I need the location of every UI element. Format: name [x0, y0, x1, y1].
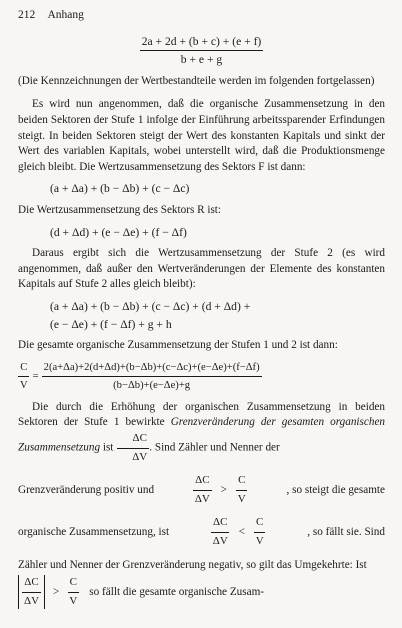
paragraph-2: Die Wertzusammensetzung des Sektors R ist: — [18, 203, 222, 216]
ineq-right-den: V — [255, 535, 264, 548]
fraction-numerator: 2a + 2d + (b + c) + (e + f) — [140, 34, 264, 52]
fraction-top — [140, 34, 264, 68]
abs-num: ΔC — [22, 575, 40, 593]
abs-right-den: V — [69, 594, 78, 607]
note-paragraph: (Die Kennzeichnungen der Wertbestandteile werden im folgenden fortgelassen) — [18, 74, 375, 87]
abs-right-fraction — [67, 575, 79, 609]
ineq-operator: < — [238, 526, 245, 539]
equals-sign: = — [32, 370, 39, 382]
total-denominator: (b−Δb)+(e−Δe)+g — [113, 380, 191, 392]
fraction-c-over-v — [18, 360, 30, 394]
ineq-right-fraction — [236, 473, 248, 507]
line-label: Grenzveränderung positiv und — [18, 483, 155, 496]
total-numerator: 2(a+Δa)+2(d+Δd)+(b−Δb)+(c−Δc)+(e−Δe)+(f−Δf) — [42, 360, 262, 378]
paragraph-1: Es wird nun angenommen, daß die organische Zusammensetzung in den beiden Sektoren der Stufe 1 infolge der Einführung arbeitssparender Erfindungen steigt. In beiden Sektoren steigt der Wert des konstanten Kapitals und sinkt der Wert des variablen Kapitals, wobei unterstellt wird, daß die Produktionsmenge gleich bleibt. Die Wertzusammensetzung des Sektors F ist dann: — [18, 98, 385, 173]
lhs-denominator: V — [20, 380, 28, 392]
inequality-less — [211, 515, 266, 549]
equation-sector-f: (a + Δa) + (b − Δb) + (c − Δc) — [50, 182, 190, 196]
lhs-numerator: C — [18, 360, 29, 378]
fraction-delta-c-delta-v — [116, 431, 149, 465]
para5-text1: Die durch die Erhöhung der organischen Zusammensetzung in beiden Sektoren der Stufe 1 bewirkte — [18, 400, 385, 429]
ineq-left-den: ΔV — [212, 535, 228, 548]
absolute-value — [18, 575, 45, 609]
paragraph-3: Daraus ergibt sich die Wertzusammensetzung der Stufe 2 (es wird angenommen, daß außer den Wertveränderungen der Elemente des konstanten Kapitals auf Stufe 2 alles gleich bleibt): — [18, 247, 385, 291]
section-title: Anhang — [47, 9, 84, 21]
running-header — [18, 8, 385, 24]
inequality-greater — [193, 473, 248, 507]
abs-operator: > — [53, 585, 60, 598]
ineq-operator: > — [220, 483, 227, 496]
page — [18, 8, 385, 609]
abs-right-num: C — [68, 575, 79, 593]
line-absolute — [18, 575, 385, 609]
ineq-left-den: ΔV — [194, 492, 210, 505]
paragraph-6: Zähler und Nenner der Grenzveränderung negativ, so gilt das Umgekehrte: Ist — [18, 558, 367, 571]
ineq-left-num: ΔC — [193, 473, 211, 491]
ineq-right-num: C — [236, 473, 247, 491]
fraction-denominator: b + e + g — [180, 53, 223, 67]
abs-fraction — [22, 575, 41, 609]
line-organic-less — [18, 515, 385, 549]
line-tail: , so fällt sie. Sind — [307, 525, 385, 538]
ineq-left-fraction — [211, 515, 230, 549]
equation-sector-r: (d + Δd) + (e − Δe) + (f − Δf) — [50, 225, 187, 239]
para5-text2: ist — [102, 441, 114, 454]
ineq-right-num: C — [254, 515, 265, 533]
paragraph-5 — [18, 400, 385, 465]
equation-stage2-line2: (e − Δe) + (f − Δf) + g + h — [50, 317, 172, 331]
abs-den: ΔV — [24, 594, 40, 607]
frac-den: ΔV — [132, 450, 148, 463]
paragraph-4: Die gesamte organische Zusammensetzung der Stufen 1 und 2 ist dann: — [18, 339, 338, 352]
ineq-left-fraction — [193, 473, 212, 507]
para5-italic: Grenzveränderung der gesamten organischen Zusammensetzung — [18, 416, 386, 454]
fraction-total — [42, 360, 262, 394]
ineq-right-den: V — [237, 492, 246, 505]
para5-text3: . Sind Zähler und Nenner der — [149, 441, 280, 454]
ineq-left-num: ΔC — [211, 515, 229, 533]
equation-top — [18, 34, 385, 68]
line-tail: so fällt die gesamte organische Zusam- — [89, 585, 264, 598]
line-grenz-positive — [18, 473, 385, 507]
frac-num: ΔC — [117, 431, 149, 449]
line-label: organische Zusammensetzung, ist — [18, 525, 170, 538]
line-tail: , so steigt die gesamte — [286, 483, 385, 496]
page-number: 212 — [18, 9, 36, 21]
equation-stage2-line1: (a + Δa) + (b − Δb) + (c − Δc) + (d + Δd) + — [50, 299, 251, 313]
ineq-right-fraction — [254, 515, 266, 549]
equation-total — [18, 360, 385, 394]
